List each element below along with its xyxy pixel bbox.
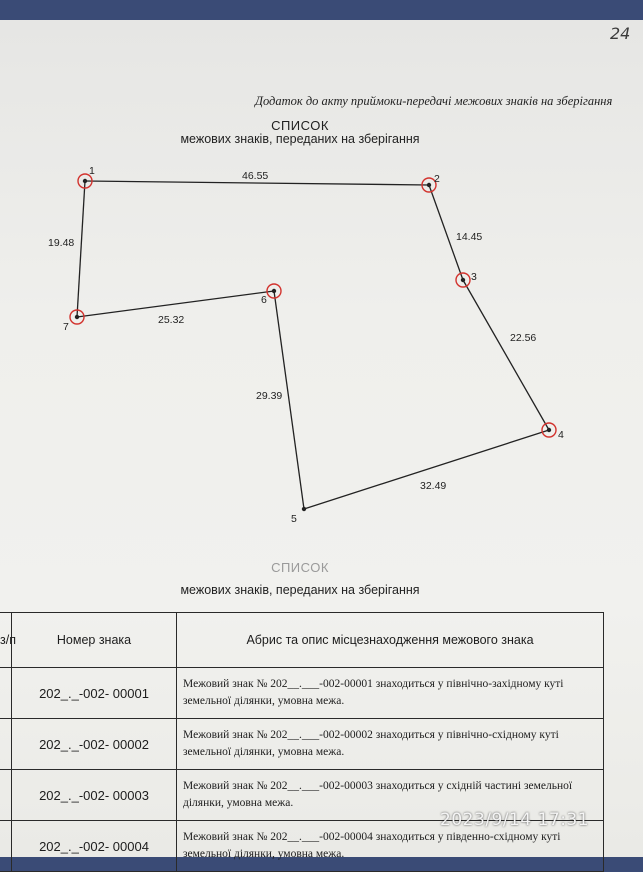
segment-length-label: 25.32 [158, 314, 185, 326]
boundary-point [272, 289, 276, 293]
header-description: Абрис та опис місцезнаходження межового знака [177, 613, 604, 668]
boundary-point [83, 179, 87, 183]
segment-length-label: 29.39 [256, 390, 283, 402]
row-code: 202_._-002- 00001 [12, 668, 177, 719]
point-number-label: 3 [471, 271, 477, 283]
header-num: з/п [0, 613, 12, 668]
boundary-segment-4-5 [304, 430, 549, 509]
row-description: Межовий знак № 202__.___-002-00004 знаходиться у південно-східному куті земельної ділянки, умовна межа. [177, 821, 604, 872]
row-description: Межовий знак № 202__.___-002-00001 знаходиться у північно-західному куті земельної ділянки, умовна межа. [177, 668, 604, 719]
page-number: 24 [610, 24, 631, 43]
point-number-label: 6 [261, 294, 267, 306]
boundary-point [427, 183, 431, 187]
segment-length-label: 32.49 [420, 480, 447, 492]
top-list-subtitle: межових знаків, переданих на зберігання [180, 132, 420, 146]
bottom-list-title: СПИСОК [271, 560, 329, 575]
segment-length-label: 14.45 [456, 231, 483, 243]
row-num-cell [0, 719, 12, 770]
table-header-row [0, 613, 604, 668]
segment-length-label: 22.56 [510, 332, 537, 344]
row-description: Межовий знак № 202__.___-002-00002 знаходиться у північно-східному куті земельної ділянки, умовна межа. [177, 719, 604, 770]
photo-timestamp: 2023/9/14 17:31 [440, 810, 590, 830]
row-num-cell [0, 821, 12, 872]
table-row [0, 719, 604, 770]
row-code: 202_._-002- 00004 [12, 821, 177, 872]
row-num-cell [0, 770, 12, 821]
point-number-label: 1 [89, 165, 95, 177]
row-code: 202_._-002- 00003 [12, 770, 177, 821]
boundary-segment-3-4 [463, 280, 549, 430]
segment-length-label: 46.55 [242, 170, 269, 182]
table-row [0, 668, 604, 719]
boundary-segment-7-1 [77, 181, 85, 317]
row-code: 202_._-002- 00002 [12, 719, 177, 770]
point-number-label: 5 [291, 513, 297, 525]
point-number-label: 7 [63, 321, 69, 333]
boundary-point [547, 428, 551, 432]
markers-table [0, 612, 604, 872]
annex-title: Додаток до акту приймоки-передачі межових знаків на зберігання [255, 94, 613, 108]
top-list-title: СПИСОК [271, 118, 329, 133]
boundary-point [75, 315, 79, 319]
boundary-point [461, 278, 465, 282]
bottom-list-subtitle: межових знаків, переданих на зберігання [180, 583, 420, 597]
point-number-label: 2 [434, 173, 440, 185]
point-number-label: 4 [558, 429, 564, 441]
row-num-cell [0, 668, 12, 719]
row-description: Межовий знак № 202__.___-002-00003 знаходиться у східній частині земельної ділянки, умовна межа. [177, 770, 604, 821]
header-code: Номер знака [12, 613, 177, 668]
segment-length-label: 19.48 [48, 237, 75, 249]
boundary-point [302, 507, 306, 511]
